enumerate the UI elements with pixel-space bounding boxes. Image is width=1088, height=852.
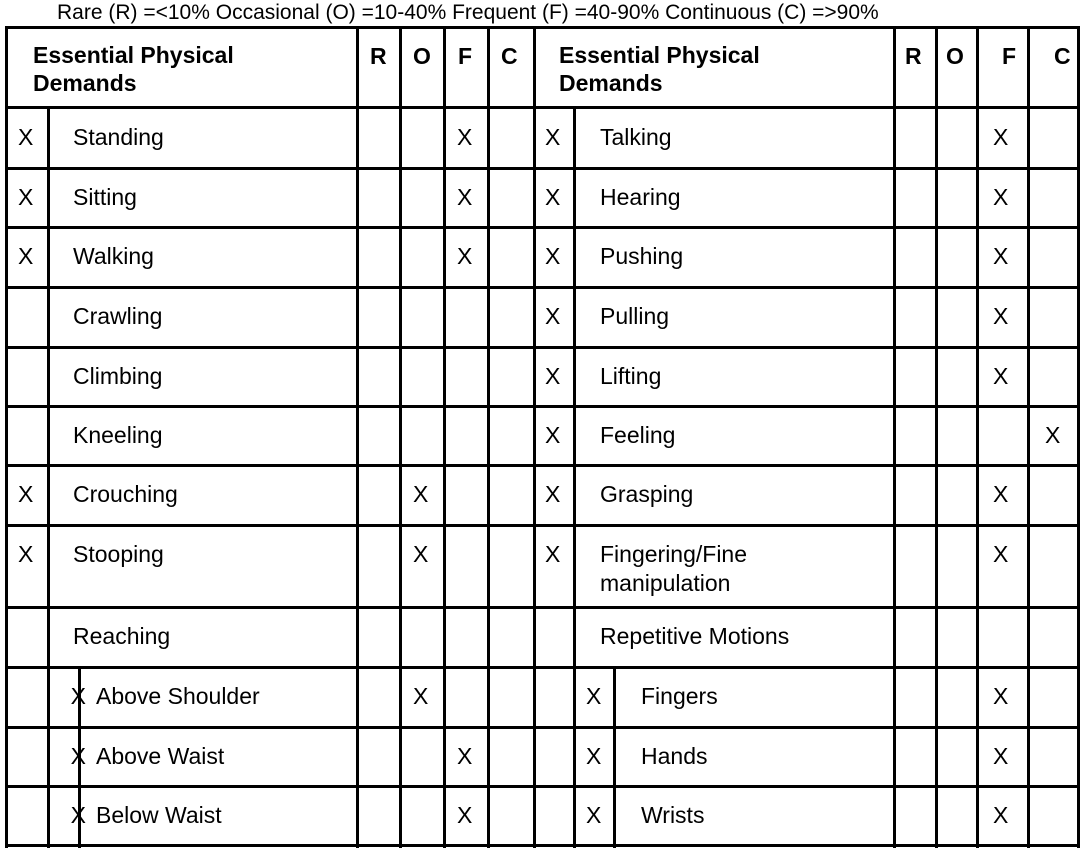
right-col-header-f: F <box>1002 43 1017 69</box>
right-cell-f: X <box>993 743 1009 769</box>
row-divider <box>5 405 1080 408</box>
left-cell-f: X <box>457 802 473 828</box>
right-row-mark: X <box>545 422 561 448</box>
left-col-header-r: R <box>370 43 387 69</box>
right-cell-f: X <box>993 124 1009 150</box>
row-divider <box>5 286 1080 289</box>
right-row-mark: X <box>545 124 561 150</box>
left-mark-divider <box>47 106 50 848</box>
column-divider <box>1027 26 1030 848</box>
left-row-label: Below Waist <box>96 802 222 828</box>
right-row-mark: X <box>586 802 602 828</box>
right-col-header-o: O <box>946 43 964 69</box>
right-row-label: Pulling <box>600 303 670 329</box>
left-row-mark: X <box>18 481 34 507</box>
frequency-legend: Rare (R) =<10% Occasional (O) =10-40% Frequent (F) =40-90% Continuous (C) =>90% <box>57 1 879 24</box>
left-row-mark: X <box>18 541 34 567</box>
left-cell-f: X <box>457 124 473 150</box>
right-row-label: Hearing <box>600 184 681 210</box>
right-col-header-r: R <box>905 43 922 69</box>
column-divider <box>533 26 536 848</box>
row-divider <box>5 226 1080 229</box>
right-row-label: Repetitive Motions <box>600 623 790 649</box>
left-cell-o: X <box>413 683 429 709</box>
right-row-mark: X <box>545 541 561 567</box>
right-row-label: Fingers <box>641 683 718 709</box>
right-row-mark: X <box>545 243 561 269</box>
right-cell-f: X <box>993 683 1009 709</box>
table-top-border <box>5 26 1080 29</box>
left-row-label: Crawling <box>73 303 163 329</box>
left-row-label: Reaching <box>73 623 171 649</box>
right-row-mark: X <box>545 363 561 389</box>
row-divider <box>5 785 1080 788</box>
right-cell-c: X <box>1045 422 1061 448</box>
left-cell-o: X <box>413 541 429 567</box>
column-divider <box>443 26 446 848</box>
left-row-mark: X <box>70 683 86 709</box>
row-divider <box>5 167 1080 170</box>
left-col-header-o: O <box>413 43 431 69</box>
column-divider <box>356 26 359 848</box>
left-row-label: Walking <box>73 243 154 269</box>
right-mark-divider <box>573 106 576 848</box>
right-row-label-line-2: manipulation <box>600 570 731 596</box>
right-row-label: Lifting <box>600 363 662 389</box>
left-cell-f: X <box>457 743 473 769</box>
right-header-title <box>559 41 760 97</box>
row-divider <box>5 726 1080 729</box>
left-cell-o: X <box>413 481 429 507</box>
right-row-label: Hands <box>641 743 708 769</box>
right-row-mark: X <box>545 481 561 507</box>
row-divider <box>5 346 1080 349</box>
left-header-line-2: Demands <box>33 70 137 96</box>
left-row-label: Standing <box>73 124 164 150</box>
left-row-label: Climbing <box>73 363 163 389</box>
right-cell-f: X <box>993 184 1009 210</box>
column-divider <box>5 26 8 848</box>
left-header-line-1: Essential Physical <box>33 42 234 68</box>
row-divider <box>5 524 1080 527</box>
row-divider <box>5 606 1080 609</box>
right-row-label-line-1: Fingering/Fine <box>600 541 748 567</box>
column-divider <box>893 26 896 848</box>
left-header-title <box>33 41 234 97</box>
right-col-header-c: C <box>1054 43 1071 69</box>
row-divider <box>5 844 1080 847</box>
right-cell-f: X <box>993 802 1009 828</box>
row-divider <box>5 464 1080 467</box>
left-col-header-f: F <box>458 43 473 69</box>
header-bottom-border <box>5 106 1080 109</box>
left-row-mark: X <box>18 184 34 210</box>
right-subitem-divider <box>613 667 616 848</box>
left-row-label: Above Waist <box>96 743 225 769</box>
column-divider <box>935 26 938 848</box>
left-row-label: Kneeling <box>73 422 163 448</box>
left-row-mark: X <box>18 243 34 269</box>
right-row-label: Talking <box>600 124 672 150</box>
right-cell-f: X <box>993 363 1009 389</box>
right-row-mark: X <box>545 303 561 329</box>
left-row-mark: X <box>70 743 86 769</box>
left-row-label: Sitting <box>73 184 137 210</box>
right-cell-f: X <box>993 481 1009 507</box>
right-row-label: Pushing <box>600 243 684 269</box>
right-header-line-2: Demands <box>559 70 663 96</box>
left-row-label: Stooping <box>73 541 164 567</box>
right-cell-f: X <box>993 243 1009 269</box>
right-cell-f: X <box>993 541 1009 567</box>
left-cell-f: X <box>457 243 473 269</box>
left-col-header-c: C <box>501 43 518 69</box>
column-divider <box>976 26 979 848</box>
left-cell-f: X <box>457 184 473 210</box>
right-cell-f: X <box>993 303 1009 329</box>
column-divider <box>1077 26 1080 848</box>
column-divider <box>487 26 490 848</box>
left-row-label: Crouching <box>73 481 178 507</box>
column-divider <box>399 26 402 848</box>
row-divider <box>5 666 1080 669</box>
left-row-mark: X <box>70 802 86 828</box>
left-row-mark: X <box>18 124 34 150</box>
right-header-line-1: Essential Physical <box>559 42 760 68</box>
right-row-label: Grasping <box>600 481 694 507</box>
left-row-label: Above Shoulder <box>96 683 260 709</box>
right-row-mark: X <box>586 743 602 769</box>
right-row-mark: X <box>586 683 602 709</box>
right-row-label: Wrists <box>641 802 705 828</box>
right-row-mark: X <box>545 184 561 210</box>
right-row-label: Feeling <box>600 422 676 448</box>
